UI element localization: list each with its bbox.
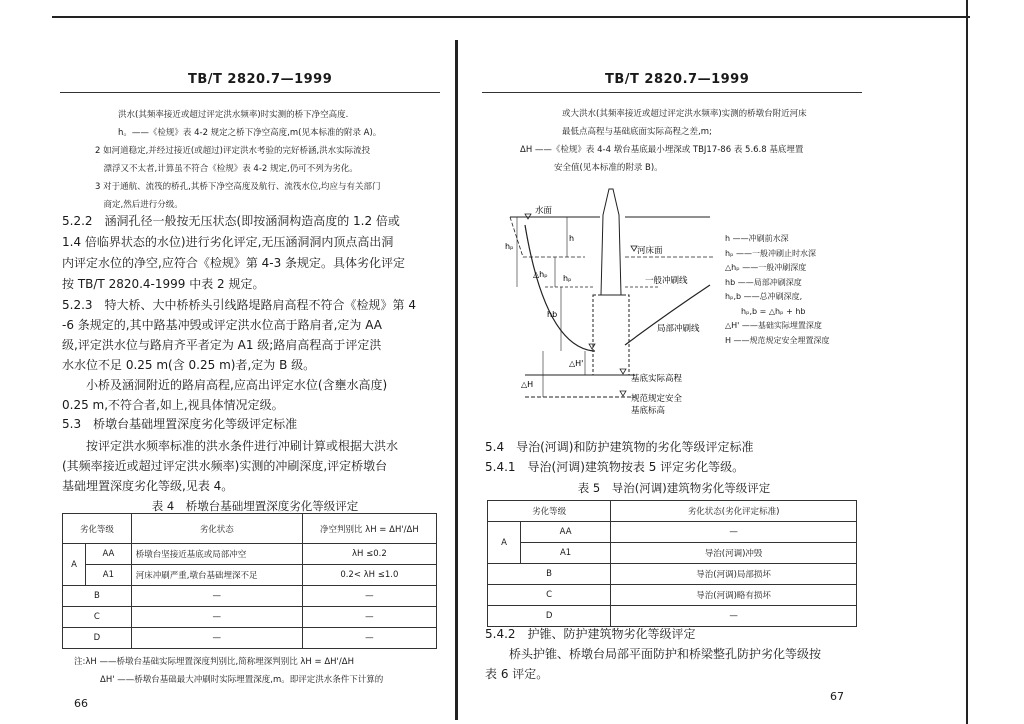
table-row (63, 586, 437, 607)
table-cell: B (63, 586, 132, 607)
diagram-legend (725, 232, 830, 348)
left-header-rule (60, 92, 440, 93)
table-4-note: 注:λH ——桥墩台基础实际埋置深度判别比,简称埋深判别比 λH = ΔH'/ΔH (74, 657, 354, 667)
label-safe-line2: 基底标高 (631, 406, 666, 416)
dim-dH: △H (521, 380, 534, 389)
note-line: h。——《检规》表 4-2 规定之桥下净空高度,m(见本标准的附录 A)。 (118, 128, 382, 138)
dim-h: h (569, 234, 575, 243)
text-line: 最低点高程与基础底面实际高程之差,m; (562, 127, 712, 137)
page-number: 66 (74, 697, 88, 710)
left-header: TB/T 2820.7—1999 (188, 72, 333, 87)
table-row (63, 565, 437, 586)
label-safe-line1: 规范规定安全 (631, 394, 683, 404)
table-cell: — (302, 586, 436, 607)
table-cell: — (131, 586, 302, 607)
section-5-4-2-line: 桥头护锥、桥墩台局部平面防护和桥梁整孔防护劣化等级按 (485, 647, 822, 661)
table-cell: — (611, 522, 857, 543)
section-5-4-2-heading: 5.4.2 护锥、防护建筑物劣化等级评定 (485, 627, 696, 641)
section-5-2-3-line: 0.25 m,不符合者,如上,视具体情况定级。 (62, 398, 284, 412)
table-5 (487, 500, 857, 627)
label-riverbed: 河床面 (637, 246, 663, 256)
table-cell: — (302, 607, 436, 628)
legend-item: hb ——局部冲刷深度 (725, 277, 802, 287)
section-5-2-2-line: 按 TB/T 2820.4-1999 中表 2 规定。 (62, 277, 265, 291)
section-5-3-line: 按评定洪水频率标准的洪水条件进行冲刷计算或根据大洪水 (62, 439, 399, 453)
table-row (63, 628, 437, 649)
table-cell: A (488, 522, 521, 564)
label-water-surface: 水面 (535, 206, 553, 216)
note-line: 2 如河道稳定,并经过接近(或超过)评定洪水考验的完好桥涵,洪水实际流投 (95, 146, 371, 156)
table-header: 劣化等级 (63, 514, 132, 544)
table-cell: 导治(河调)冲毁 (611, 543, 857, 564)
table-cell: 导治(河调)略有损坏 (611, 585, 857, 606)
table-cell: 0.2< λH ≤1.0 (302, 565, 436, 586)
section-5-4-1: 5.4.1 导治(河调)建筑物按表 5 评定劣化等级。 (485, 460, 745, 474)
table-cell: — (302, 628, 436, 649)
table-cell: C (63, 607, 132, 628)
table-cell: A (63, 544, 86, 586)
table-cell: — (131, 607, 302, 628)
table-cell: B (488, 564, 611, 585)
table-5-caption: 表 5 导治(河调)建筑物劣化等级评定 (577, 481, 771, 495)
section-5-3-line: 基础埋置深度劣化等级,见表 4。 (62, 479, 234, 493)
table-4-note: ΔH' ——桥墩台基础最大冲刷时实际埋置深度,m。即评定洪水条件下计算的 (100, 675, 384, 685)
page-divider (455, 40, 458, 720)
legend-item: △hₚ ——一般冲刷深度 (725, 263, 807, 272)
table-cell: — (131, 628, 302, 649)
table-cell: AA (521, 522, 611, 543)
legend-item: △H' ——基础实际埋置深度 (725, 321, 822, 330)
table-cell: 导治(河调)局部损坏 (611, 564, 857, 585)
table-row (488, 564, 857, 585)
legend-item: h ——冲刷前水深 (725, 234, 789, 243)
legend-item: hₚ,b ——总冲刷深度, (725, 292, 803, 301)
table-cell: λH ≤0.2 (302, 544, 436, 565)
text-line: 或大洪水(其频率接近或超过评定洪水频率)实测的桥墩台附近河床 (562, 109, 807, 119)
page-number: 67 (830, 690, 844, 703)
section-5-3-heading: 5.3 桥墩台基础埋置深度劣化等级评定标准 (62, 417, 298, 431)
table-row (488, 522, 857, 543)
section-5-4-2-line: 表 6 评定。 (485, 667, 549, 681)
note-line: 漂浮又不太者,计算虽不符合《检规》表 4-2 规定,仍可不列为劣化。 (95, 164, 358, 174)
dim-hp: hₚ (505, 242, 514, 251)
note-line: 商定,然后进行分级。 (95, 200, 183, 210)
right-edge (966, 0, 968, 724)
table-cell: C (488, 585, 611, 606)
table-header: 净空判别比 λH = ΔH'/ΔH (302, 514, 436, 544)
section-5-2-3-line: 5.2.3 特大桥、大中桥桥头引线路堤路肩高程不符合《检规》第 4 (62, 298, 416, 312)
table-cell: AA (86, 544, 132, 565)
legend-item: hₚ ——一般冲刷止时水深 (725, 248, 817, 258)
table-cell: A1 (86, 565, 132, 586)
table-cell: — (611, 606, 857, 627)
label-local-scour: 局部冲刷线 (657, 324, 700, 334)
table-cell: 河床冲刷严重,墩台基础埋深不足 (131, 565, 302, 586)
scour-diagram (485, 185, 725, 430)
table-header: 劣化状态 (131, 514, 302, 544)
section-5-2-2-line: 1.4 倍临界状态的水位)进行劣化评定,无压涵洞洞内顶点高出洞 (62, 235, 394, 249)
table-4 (62, 513, 437, 649)
section-5-2-3-line: 小桥及涵洞附近的路肩高程,应高出评定水位(含壅水高度) (62, 378, 388, 392)
label-base-elevation: 基底实际高程 (631, 374, 683, 384)
label-general-scour: 一般冲刷线 (645, 276, 688, 286)
section-5-4-heading: 5.4 导治(河调)和防护建筑物的劣化等级评定标准 (485, 440, 754, 454)
table-row (488, 585, 857, 606)
table-row (488, 543, 857, 564)
table-header: 劣化等级 (488, 501, 611, 522)
table-cell: D (488, 606, 611, 627)
section-5-2-3-line: 水水位不足 0.25 m(含 0.25 m)者,定为 B 级。 (62, 358, 316, 372)
section-5-2-3-line: -6 条规定的,其中路基冲毁或评定洪水位高于路肩者,定为 AA (62, 318, 382, 332)
table-row (488, 606, 857, 627)
table-cell: A1 (521, 543, 611, 564)
right-header: TB/T 2820.7—1999 (605, 72, 750, 87)
section-5-2-3-line: 级,评定洪水位与路肩齐平者定为 A1 级;路肩高程高于评定洪 (62, 338, 382, 352)
dim-hb: hb (547, 310, 558, 319)
table-header: 劣化状态(劣化评定标准) (611, 501, 857, 522)
note-line: 洪水(其频率接近或超过评定洪水频率)时实测的桥下净空高度. (118, 110, 349, 120)
top-border (52, 16, 970, 18)
table-cell: D (63, 628, 132, 649)
dim-dhp: △hₚ (533, 270, 548, 279)
section-5-3-line: (其频率接近或超过评定洪水频率)实测的冲刷深度,评定桥墩台 (62, 459, 388, 473)
section-5-2-2-line: 5.2.2 涵洞孔径一般按无压状态(即按涵洞构造高度的 1.2 倍或 (62, 214, 400, 228)
table-cell: 桥墩台坚接近基底或局部冲空 (131, 544, 302, 565)
legend-item: H ——规范规定安全埋置深度 (725, 335, 830, 345)
text-line: 安全值(见本标准的附录 B)。 (520, 163, 663, 173)
text-line: ΔH ——《检规》表 4-4 墩台基底最小埋深或 TBJ17-86 表 5.6.8 基底埋置 (520, 145, 804, 155)
dim-hp1: hₚ (563, 274, 572, 283)
table-row (63, 607, 437, 628)
table-row (63, 544, 437, 565)
section-5-2-2-line: 内评定水位的净空,应符合《检规》第 4-3 条规定。具体劣化评定 (62, 256, 406, 270)
dim-dH-prime: △H' (569, 359, 584, 368)
note-line: 3 对于通航、流筏的桥孔,其桥下净空高度及航行、流筏水位,均应与有关部门 (95, 182, 381, 192)
legend-item: hₚ,b = △hₚ + hb (725, 306, 806, 316)
table-4-caption: 表 4 桥墩台基础埋置深度劣化等级评定 (151, 499, 359, 513)
right-header-rule (482, 92, 862, 93)
